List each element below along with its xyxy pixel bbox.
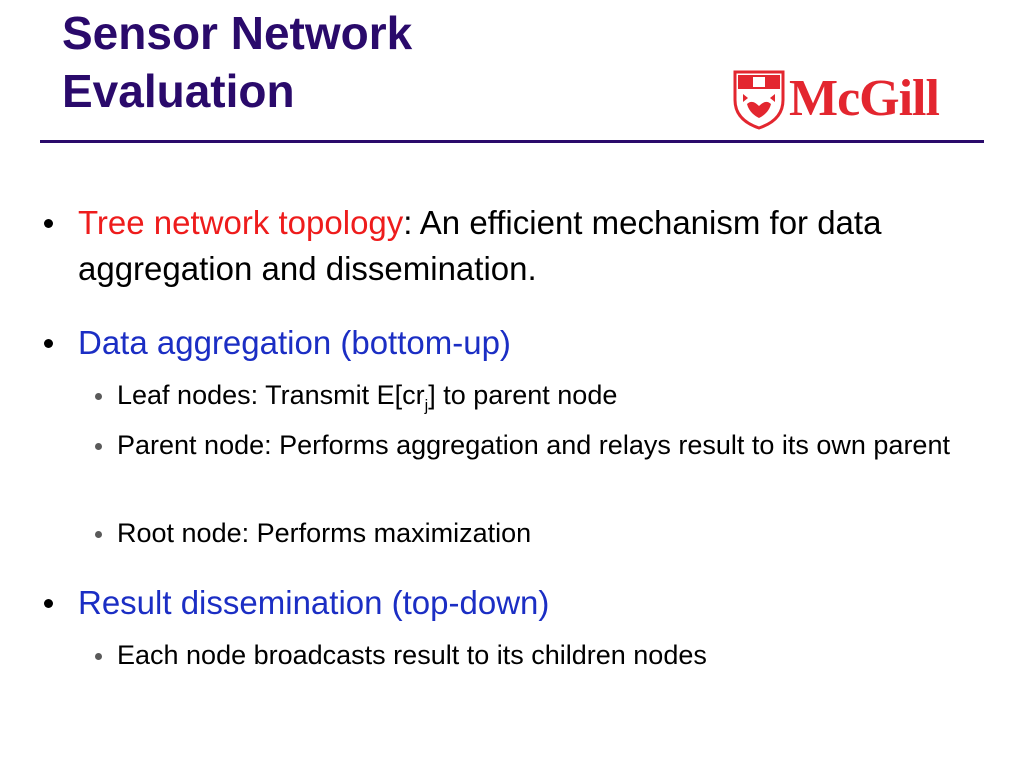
- sub-bullet-text-post: ] to parent node: [428, 380, 618, 410]
- sub-bullet-each-node: [117, 636, 977, 674]
- bullet-text: Result dissemination (top-down): [78, 584, 550, 621]
- bullet-tree-topology: [78, 200, 978, 292]
- sub-bullet-dot: [95, 653, 102, 660]
- bullet-text: : An efficient mechanism for data aggregation and dissemination.: [78, 204, 882, 287]
- sub-bullet-dot: [95, 531, 102, 538]
- slide-title-line-1: Sensor Network: [62, 7, 413, 59]
- sub-bullet-parent-node: [117, 426, 957, 464]
- bullet-dot: [44, 219, 53, 228]
- bullet-dot: [44, 599, 53, 608]
- sub-bullet-text: Root node: Performs maximization: [117, 518, 532, 548]
- sub-bullet-root-node: [117, 514, 977, 552]
- mcgill-logo: [733, 68, 983, 132]
- slide-title: [62, 4, 412, 120]
- sub-bullet-leaf-nodes: [117, 376, 977, 425]
- title-divider: [40, 140, 984, 143]
- sub-bullet-text-pre: Leaf nodes: Transmit E[cr: [117, 380, 425, 410]
- mcgill-shield-icon: [733, 70, 785, 130]
- sub-bullet-subscript: j: [424, 397, 429, 415]
- bullet-result-dissemination: [78, 580, 978, 626]
- bullet-highlight: Tree network topology: [78, 204, 404, 241]
- sub-bullet-text: Each node broadcasts result to its children nodes: [117, 640, 707, 670]
- sub-bullet-dot: [95, 443, 102, 450]
- bullet-data-aggregation: [78, 320, 978, 366]
- slide-title-line-2: Evaluation: [62, 65, 295, 117]
- mcgill-wordmark: McGill: [789, 70, 939, 127]
- sub-bullet-dot: [95, 393, 102, 400]
- sub-bullet-text: Parent node: Performs aggregation and relays result to its own parent: [117, 430, 950, 460]
- bullet-dot: [44, 339, 53, 348]
- bullet-text: Data aggregation (bottom-up): [78, 324, 511, 361]
